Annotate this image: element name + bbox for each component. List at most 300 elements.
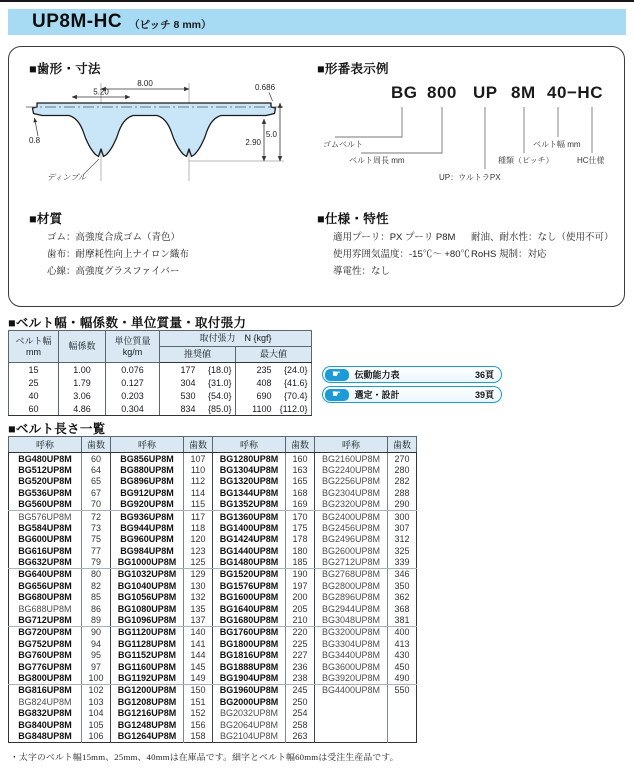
belt-name-cell: BG1032UP8M [111, 568, 184, 580]
teeth-count-cell: 107 [184, 453, 213, 465]
spec-line: 使用雰囲気温度：-15℃〜 +80℃ [333, 249, 470, 260]
belt-name-cell: BG3440UP8M [315, 650, 388, 662]
teeth-count-cell: 362 [388, 592, 417, 604]
belt-length-row [9, 603, 417, 615]
teeth-count-cell: 86 [82, 603, 111, 615]
teeth-count-cell: 160 [286, 453, 315, 465]
value-cell: 4.86 [59, 402, 106, 416]
teeth-count-cell: 152 [184, 708, 213, 720]
value-cell: 0.203 [106, 389, 160, 402]
teeth-count-cell: 339 [388, 557, 417, 569]
belt-length-row [9, 719, 417, 731]
material-list [47, 229, 189, 280]
teeth-count-cell: 60 [82, 453, 111, 465]
dim-land: 0.686 [255, 83, 276, 92]
dim-tooth-height: 2.90 [245, 138, 261, 147]
teeth-count-cell: 140 [184, 626, 213, 638]
teeth-count-cell: 104 [82, 708, 111, 720]
teeth-count-cell: 132 [184, 592, 213, 604]
tension-cell: 834 {85.0} [160, 402, 236, 416]
link-selection-design[interactable] [322, 386, 502, 403]
belt-name-cell: BG512UP8M [18, 464, 72, 475]
belt-name-cell: BG816UP8M [18, 685, 72, 696]
teeth-count-cell: 125 [184, 557, 213, 569]
value-cell: 0.076 [106, 363, 160, 377]
belt-name-cell: BG2256UP8M [315, 476, 388, 488]
teeth-count-cell: 77 [82, 545, 111, 557]
length-header-cell: 呼称 [315, 437, 388, 453]
belt-length-row [9, 592, 417, 604]
spec-line: 耐油、耐水性：なし（使用不可） [471, 232, 614, 243]
model-callout-lines [321, 105, 621, 189]
label-rubber-belt: ゴムベルト [323, 140, 363, 149]
belt-name-cell: BG1360UP8M [213, 510, 286, 522]
belt-name-cell: BG2104UP8M [213, 731, 286, 743]
belt-name-cell: BG2896UP8M [315, 592, 388, 604]
belt-length-table [8, 436, 417, 743]
teeth-count-cell: 112 [184, 476, 213, 488]
teeth-count-cell: 368 [388, 603, 417, 615]
tension-cell: 304 {31.0} [160, 376, 236, 389]
belt-name-cell [315, 708, 388, 720]
width-section-heading: ■ベルト幅・幅係数・単位質量・取付張力 [8, 316, 247, 330]
teeth-count-cell: 65 [82, 476, 111, 488]
belt-name-cell: BG848UP8M [18, 731, 72, 742]
belt-name-cell: BG4400UP8M [315, 684, 388, 696]
belt-name-cell: BG1304UP8M [213, 464, 286, 476]
belt-length-row [9, 684, 417, 696]
belt-length-row [9, 580, 417, 592]
belt-name-cell: BG1128UP8M [111, 638, 184, 650]
material-line: 心線：高強度グラスファイバー [47, 266, 180, 277]
spec-section-heading: ■仕様・特性 [317, 212, 389, 226]
belt-name-cell: BG1960UP8M [213, 684, 286, 696]
belt-name-cell: BG896UP8M [111, 476, 184, 488]
code-part-length: 800 [427, 83, 457, 102]
belt-length-row [9, 696, 417, 708]
value-cell: 0.127 [106, 376, 160, 389]
teeth-count-cell: 413 [388, 638, 417, 650]
belt-name-cell: BG1520UP8M [213, 568, 286, 580]
teeth-count-cell: 94 [82, 638, 111, 650]
belt-name-cell: BG1344UP8M [213, 487, 286, 499]
tension-cell: 177 {18.0} [160, 363, 236, 377]
teeth-count-cell: 180 [286, 545, 315, 557]
length-section-heading: ■ベルト長さ一覧 [8, 422, 106, 436]
belt-name-cell: BG640UP8M [18, 569, 72, 580]
link-label: 選定・設計 [354, 390, 400, 400]
belt-name-cell: BG3304UP8M [315, 638, 388, 650]
pointer-hand-icon: ☛ [325, 389, 349, 401]
belt-width-row [9, 402, 312, 416]
belt-name-cell: BG584UP8M [18, 522, 72, 533]
teeth-count-cell: 118 [184, 522, 213, 534]
length-header-cell: 歯数 [184, 437, 213, 453]
value-cell: 0.304 [106, 402, 160, 416]
belt-length-row [9, 673, 417, 685]
value-cell: 1.00 [59, 363, 106, 377]
spec-list-left [333, 229, 470, 280]
belt-name-cell: BG2032UP8M [213, 708, 286, 720]
material-line: ゴム：高強度合成ゴム（青色） [47, 232, 181, 243]
belt-name-cell: BG1120UP8M [111, 626, 184, 638]
belt-name-cell: BG2000UP8M [213, 696, 286, 708]
belt-length-row [9, 731, 417, 743]
belt-width-row [9, 363, 312, 377]
belt-name-cell: BG824UP8M [18, 696, 72, 707]
belt-name-cell: BG1400UP8M [213, 522, 286, 534]
belt-name-cell: BG1040UP8M [111, 580, 184, 592]
teeth-count-cell: 103 [82, 696, 111, 708]
teeth-count-cell: 190 [286, 568, 315, 580]
belt-name-cell: BG1480UP8M [213, 557, 286, 569]
page-title: UP8M-HC [32, 11, 123, 32]
teeth-count-cell: 144 [184, 650, 213, 662]
teeth-count-cell: 346 [388, 568, 417, 580]
teeth-count-cell [388, 719, 417, 731]
belt-name-cell: BG1152UP8M [111, 650, 184, 662]
value-cell: 1.79 [59, 376, 106, 389]
col-header-belt-width: ベルト幅mm [9, 331, 59, 363]
teeth-count-cell: 175 [286, 522, 315, 534]
belt-name-cell: BG880UP8M [111, 464, 184, 476]
belt-name-cell: BG560UP8M [9, 499, 82, 511]
belt-name-cell: BG2160UP8M [315, 453, 388, 465]
spec-line: 導電性：なし [333, 266, 391, 277]
tension-cell: 530 {54.0} [160, 389, 236, 402]
spec-list-right [471, 229, 614, 263]
label-belt-length: ベルト周長 mm [349, 156, 405, 165]
col-header-tension: 取付張力 N {kgf} [160, 331, 312, 347]
label-hc-spec: HC仕様 [577, 156, 605, 165]
belt-name-cell: BG1600UP8M [213, 592, 286, 604]
teeth-count-cell: 245 [286, 684, 315, 696]
teeth-count-cell: 200 [286, 592, 315, 604]
teeth-count-cell: 220 [286, 626, 315, 638]
teeth-count-cell: 137 [184, 615, 213, 627]
teeth-count-cell: 185 [286, 557, 315, 569]
belt-name-cell: BG1816UP8M [213, 650, 286, 662]
length-header-cell: 歯数 [286, 437, 315, 453]
belt-name-cell: BG752UP8M [18, 638, 72, 649]
belt-profile-shape [33, 103, 276, 157]
belt-name-cell: BG688UP8M [18, 604, 72, 615]
belt-length-row [9, 499, 417, 511]
model-number-example [321, 83, 621, 191]
belt-name-cell: BG944UP8M [111, 522, 184, 534]
teeth-count-cell: 550 [388, 684, 417, 696]
tension-cell: 408 {41.6} [236, 376, 312, 389]
belt-name-cell: BG712UP8M [9, 615, 82, 627]
belt-name-cell: BG800UP8M [9, 673, 82, 685]
teeth-count-cell: 85 [82, 592, 111, 604]
teeth-count-cell: 270 [388, 453, 417, 465]
overview-panel [8, 46, 625, 307]
teeth-count-cell [388, 708, 417, 720]
belt-name-cell: BG856UP8M [111, 453, 184, 465]
belt-name-cell: BG832UP8M [18, 708, 72, 719]
belt-width-row [9, 389, 312, 402]
teeth-count-cell: 105 [82, 719, 111, 731]
link-transmission-capacity[interactable] [322, 366, 502, 383]
page-title-pitch: （ピッチ 8 mm） [129, 19, 212, 31]
tooth-section-heading: ■歯形・寸法 [29, 62, 101, 76]
teeth-count-cell: 258 [286, 719, 315, 731]
belt-name-cell: BG1160UP8M [111, 661, 184, 673]
teeth-count-cell: 263 [286, 731, 315, 743]
belt-name-cell: BG1440UP8M [213, 545, 286, 557]
teeth-count-cell: 163 [286, 464, 315, 476]
code-part-hc: −HC [567, 83, 603, 102]
belt-name-cell: BG1056UP8M [111, 592, 184, 604]
teeth-count-cell: 282 [388, 476, 417, 488]
teeth-count-cell: 254 [286, 708, 315, 720]
belt-name-cell: BG2320UP8M [315, 499, 388, 511]
belt-length-row [9, 510, 417, 522]
col-header-recommended: 推奨値 [160, 347, 236, 363]
belt-length-row [9, 522, 417, 534]
belt-name-cell: BG840UP8M [18, 719, 72, 730]
col-header-width-coef: 幅係数 [59, 331, 106, 363]
tension-cell: 235 {24.0} [236, 363, 312, 377]
belt-name-cell: BG2304UP8M [315, 487, 388, 499]
teeth-count-cell: 73 [82, 522, 111, 534]
belt-length-row [9, 464, 417, 476]
belt-name-cell: BG2944UP8M [315, 603, 388, 615]
belt-length-row [9, 626, 417, 638]
belt-name-cell: BG936UP8M [111, 510, 184, 522]
belt-width-table [8, 330, 312, 416]
teeth-count-cell: 205 [286, 603, 315, 615]
teeth-count-cell: 236 [286, 661, 315, 673]
teeth-count-cell: 79 [82, 557, 111, 569]
teeth-count-cell: 80 [82, 568, 111, 580]
code-part-pitch: 8M [511, 83, 536, 102]
teeth-count-cell: 158 [184, 731, 213, 743]
belt-length-row [9, 638, 417, 650]
belt-name-cell: BG3600UP8M [315, 661, 388, 673]
teeth-count-cell: 150 [184, 684, 213, 696]
belt-name-cell: BG2456UP8M [315, 522, 388, 534]
belt-name-cell: BG1800UP8M [213, 638, 286, 650]
teeth-count-cell: 169 [286, 499, 315, 511]
belt-name-cell: BG1208UP8M [111, 696, 184, 708]
teeth-count-cell: 149 [184, 673, 213, 685]
teeth-count-cell: 178 [286, 534, 315, 546]
belt-name-cell: BG760UP8M [18, 650, 72, 661]
teeth-count-cell: 450 [388, 661, 417, 673]
teeth-count-cell [388, 696, 417, 708]
tension-cell: 1100 {112.0} [236, 402, 312, 416]
value-cell: 15 [9, 363, 59, 377]
top-rule [0, 0, 634, 2]
value-cell: 60 [9, 402, 59, 416]
teeth-count-cell: 490 [388, 673, 417, 685]
tooth-profile-diagram [21, 77, 293, 197]
belt-name-cell: BG520UP8M [18, 476, 72, 487]
belt-name-cell: BG1280UP8M [213, 453, 286, 465]
link-label: 伝動能力表 [354, 370, 400, 380]
spec-line: 適用プーリ：PX プーリ P8M [333, 232, 456, 243]
belt-name-cell: BG1216UP8M [111, 708, 184, 720]
teeth-count-cell: 307 [388, 522, 417, 534]
belt-name-cell: BG2064UP8M [213, 719, 286, 731]
teeth-count-cell: 90 [82, 626, 111, 638]
belt-name-cell: BG1080UP8M [111, 603, 184, 615]
code-part-up: UP [473, 83, 498, 102]
belt-name-cell: BG2800UP8M [315, 580, 388, 592]
belt-length-row [9, 557, 417, 569]
teeth-count-cell: 141 [184, 638, 213, 650]
belt-name-cell [315, 696, 388, 708]
teeth-count-cell: 70 [82, 499, 111, 511]
spec-line: RoHS 規制：対応 [471, 249, 547, 260]
belt-name-cell: BG1248UP8M [111, 719, 184, 731]
model-section-heading: ■形番表示例 [317, 62, 389, 76]
label-ultra-px: UP：ウルトラPX [439, 173, 501, 182]
value-cell: 3.06 [59, 389, 106, 402]
teeth-count-cell: 102 [82, 684, 111, 696]
belt-name-cell: BG960UP8M [111, 534, 184, 546]
belt-name-cell: BG600UP8M [18, 534, 72, 545]
belt-name-cell: BG1640UP8M [213, 603, 286, 615]
teeth-count-cell: 135 [184, 603, 213, 615]
teeth-count-cell: 120 [184, 534, 213, 546]
belt-name-cell: BG632UP8M [9, 557, 82, 569]
teeth-count-cell: 114 [184, 487, 213, 499]
teeth-count-cell: 300 [388, 510, 417, 522]
belt-name-cell: BG3048UP8M [315, 615, 388, 627]
teeth-count-cell: 312 [388, 534, 417, 546]
tension-cell: 690 {70.4} [236, 389, 312, 402]
belt-name-cell: BG1200UP8M [111, 684, 184, 696]
belt-name-cell: BG576UP8M [18, 511, 72, 522]
belt-name-cell: BG2600UP8M [315, 545, 388, 557]
teeth-count-cell: 350 [388, 580, 417, 592]
belt-name-cell: BG3200UP8M [315, 626, 388, 638]
teeth-count-cell: 123 [184, 545, 213, 557]
belt-name-cell: BG1680UP8M [213, 615, 286, 627]
belt-name-cell: BG1424UP8M [213, 534, 286, 546]
teeth-count-cell: 72 [82, 510, 111, 522]
teeth-count-cell: 288 [388, 487, 417, 499]
belt-length-row [9, 661, 417, 673]
length-header-cell: 呼称 [9, 437, 82, 453]
dim-pitch: 8.00 [137, 79, 153, 88]
teeth-count-cell: 168 [286, 487, 315, 499]
teeth-count-cell: 151 [184, 696, 213, 708]
belt-name-cell: BG1320UP8M [213, 476, 286, 488]
teeth-count-cell: 225 [286, 638, 315, 650]
teeth-count-cell: 130 [184, 580, 213, 592]
teeth-count-cell: 156 [184, 719, 213, 731]
teeth-count-cell: 280 [388, 464, 417, 476]
teeth-count-cell: 95 [82, 650, 111, 662]
length-header-cell: 呼称 [213, 437, 286, 453]
belt-name-cell: BG1192UP8M [111, 673, 184, 685]
teeth-count-cell: 430 [388, 650, 417, 662]
dimple-label: ディンプル [47, 173, 87, 182]
teeth-count-cell: 106 [82, 731, 111, 743]
belt-name-cell: BG2240UP8M [315, 464, 388, 476]
belt-name-cell: BG1888UP8M [213, 661, 286, 673]
belt-name-cell: BG1352UP8M [213, 499, 286, 511]
length-header-cell: 歯数 [388, 437, 417, 453]
pointer-hand-icon: ☛ [325, 369, 349, 381]
teeth-count-cell: 381 [388, 615, 417, 627]
teeth-count-cell: 197 [286, 580, 315, 592]
belt-name-cell: BG3920UP8M [315, 673, 388, 685]
belt-name-cell: BG984UP8M [111, 545, 184, 557]
link-page-number: 39頁 [474, 390, 494, 400]
length-header-cell: 呼称 [111, 437, 184, 453]
teeth-count-cell: 64 [82, 464, 111, 476]
belt-name-cell: BG720UP8M [18, 627, 72, 638]
teeth-count-cell: 400 [388, 626, 417, 638]
belt-length-row [9, 534, 417, 546]
material-line: 歯布：耐摩耗性向上ナイロン織布 [47, 249, 189, 260]
col-header-unit-mass: 単位質量kg/m [106, 331, 160, 363]
teeth-count-cell: 100 [82, 673, 111, 685]
belt-name-cell: BG1096UP8M [111, 615, 184, 627]
teeth-count-cell: 325 [388, 545, 417, 557]
belt-name-cell: BG776UP8M [18, 661, 72, 672]
teeth-count-cell: 170 [286, 510, 315, 522]
dim-radius: 0.8 [29, 136, 41, 145]
teeth-count-cell: 67 [82, 487, 111, 499]
belt-length-row [9, 615, 417, 627]
belt-name-cell: BG920UP8M [111, 499, 184, 511]
link-page-number: 36頁 [474, 370, 494, 380]
teeth-count-cell: 238 [286, 673, 315, 685]
label-belt-width: ベルト幅 mm [533, 140, 581, 149]
value-cell: 40 [9, 389, 59, 402]
belt-name-cell: BG2400UP8M [315, 510, 388, 522]
belt-name-cell: BG680UP8M [18, 592, 72, 603]
dim-total-height: 5.0 [265, 130, 277, 139]
belt-length-row [9, 476, 417, 488]
belt-name-cell: BG1000UP8M [111, 557, 184, 569]
belt-name-cell: BG2712UP8M [315, 557, 388, 569]
belt-length-row [9, 545, 417, 557]
page-header [8, 9, 626, 35]
belt-name-cell [315, 719, 388, 731]
reference-links [322, 366, 502, 406]
teeth-count-cell: 97 [82, 661, 111, 673]
teeth-count-cell: 82 [82, 580, 111, 592]
teeth-count-cell: 110 [184, 464, 213, 476]
belt-name-cell: BG2496UP8M [315, 534, 388, 546]
material-section-heading: ■材質 [29, 212, 63, 226]
code-part-width: 40 [547, 83, 567, 102]
length-header-cell: 歯数 [82, 437, 111, 453]
belt-name-cell: BG1264UP8M [111, 731, 184, 743]
belt-width-row [9, 376, 312, 389]
belt-name-cell: BG616UP8M [18, 546, 72, 557]
belt-name-cell: BG656UP8M [18, 580, 72, 591]
belt-name-cell: BG1904UP8M [213, 673, 286, 685]
footnote: ・太字のベルト幅15mm、25mm、40mmは在庫品です。細字とベルト幅60mmは受注生産品です。 [10, 752, 399, 762]
teeth-count-cell: 227 [286, 650, 315, 662]
belt-length-row [9, 453, 417, 465]
belt-name-cell: BG912UP8M [111, 487, 184, 499]
teeth-count-cell: 117 [184, 510, 213, 522]
teeth-count-cell: 115 [184, 499, 213, 511]
teeth-count-cell: 250 [286, 696, 315, 708]
belt-length-row [9, 708, 417, 720]
label-type-pitch: 種類（ピッチ） [498, 156, 554, 165]
belt-name-cell: BG1760UP8M [213, 626, 286, 638]
